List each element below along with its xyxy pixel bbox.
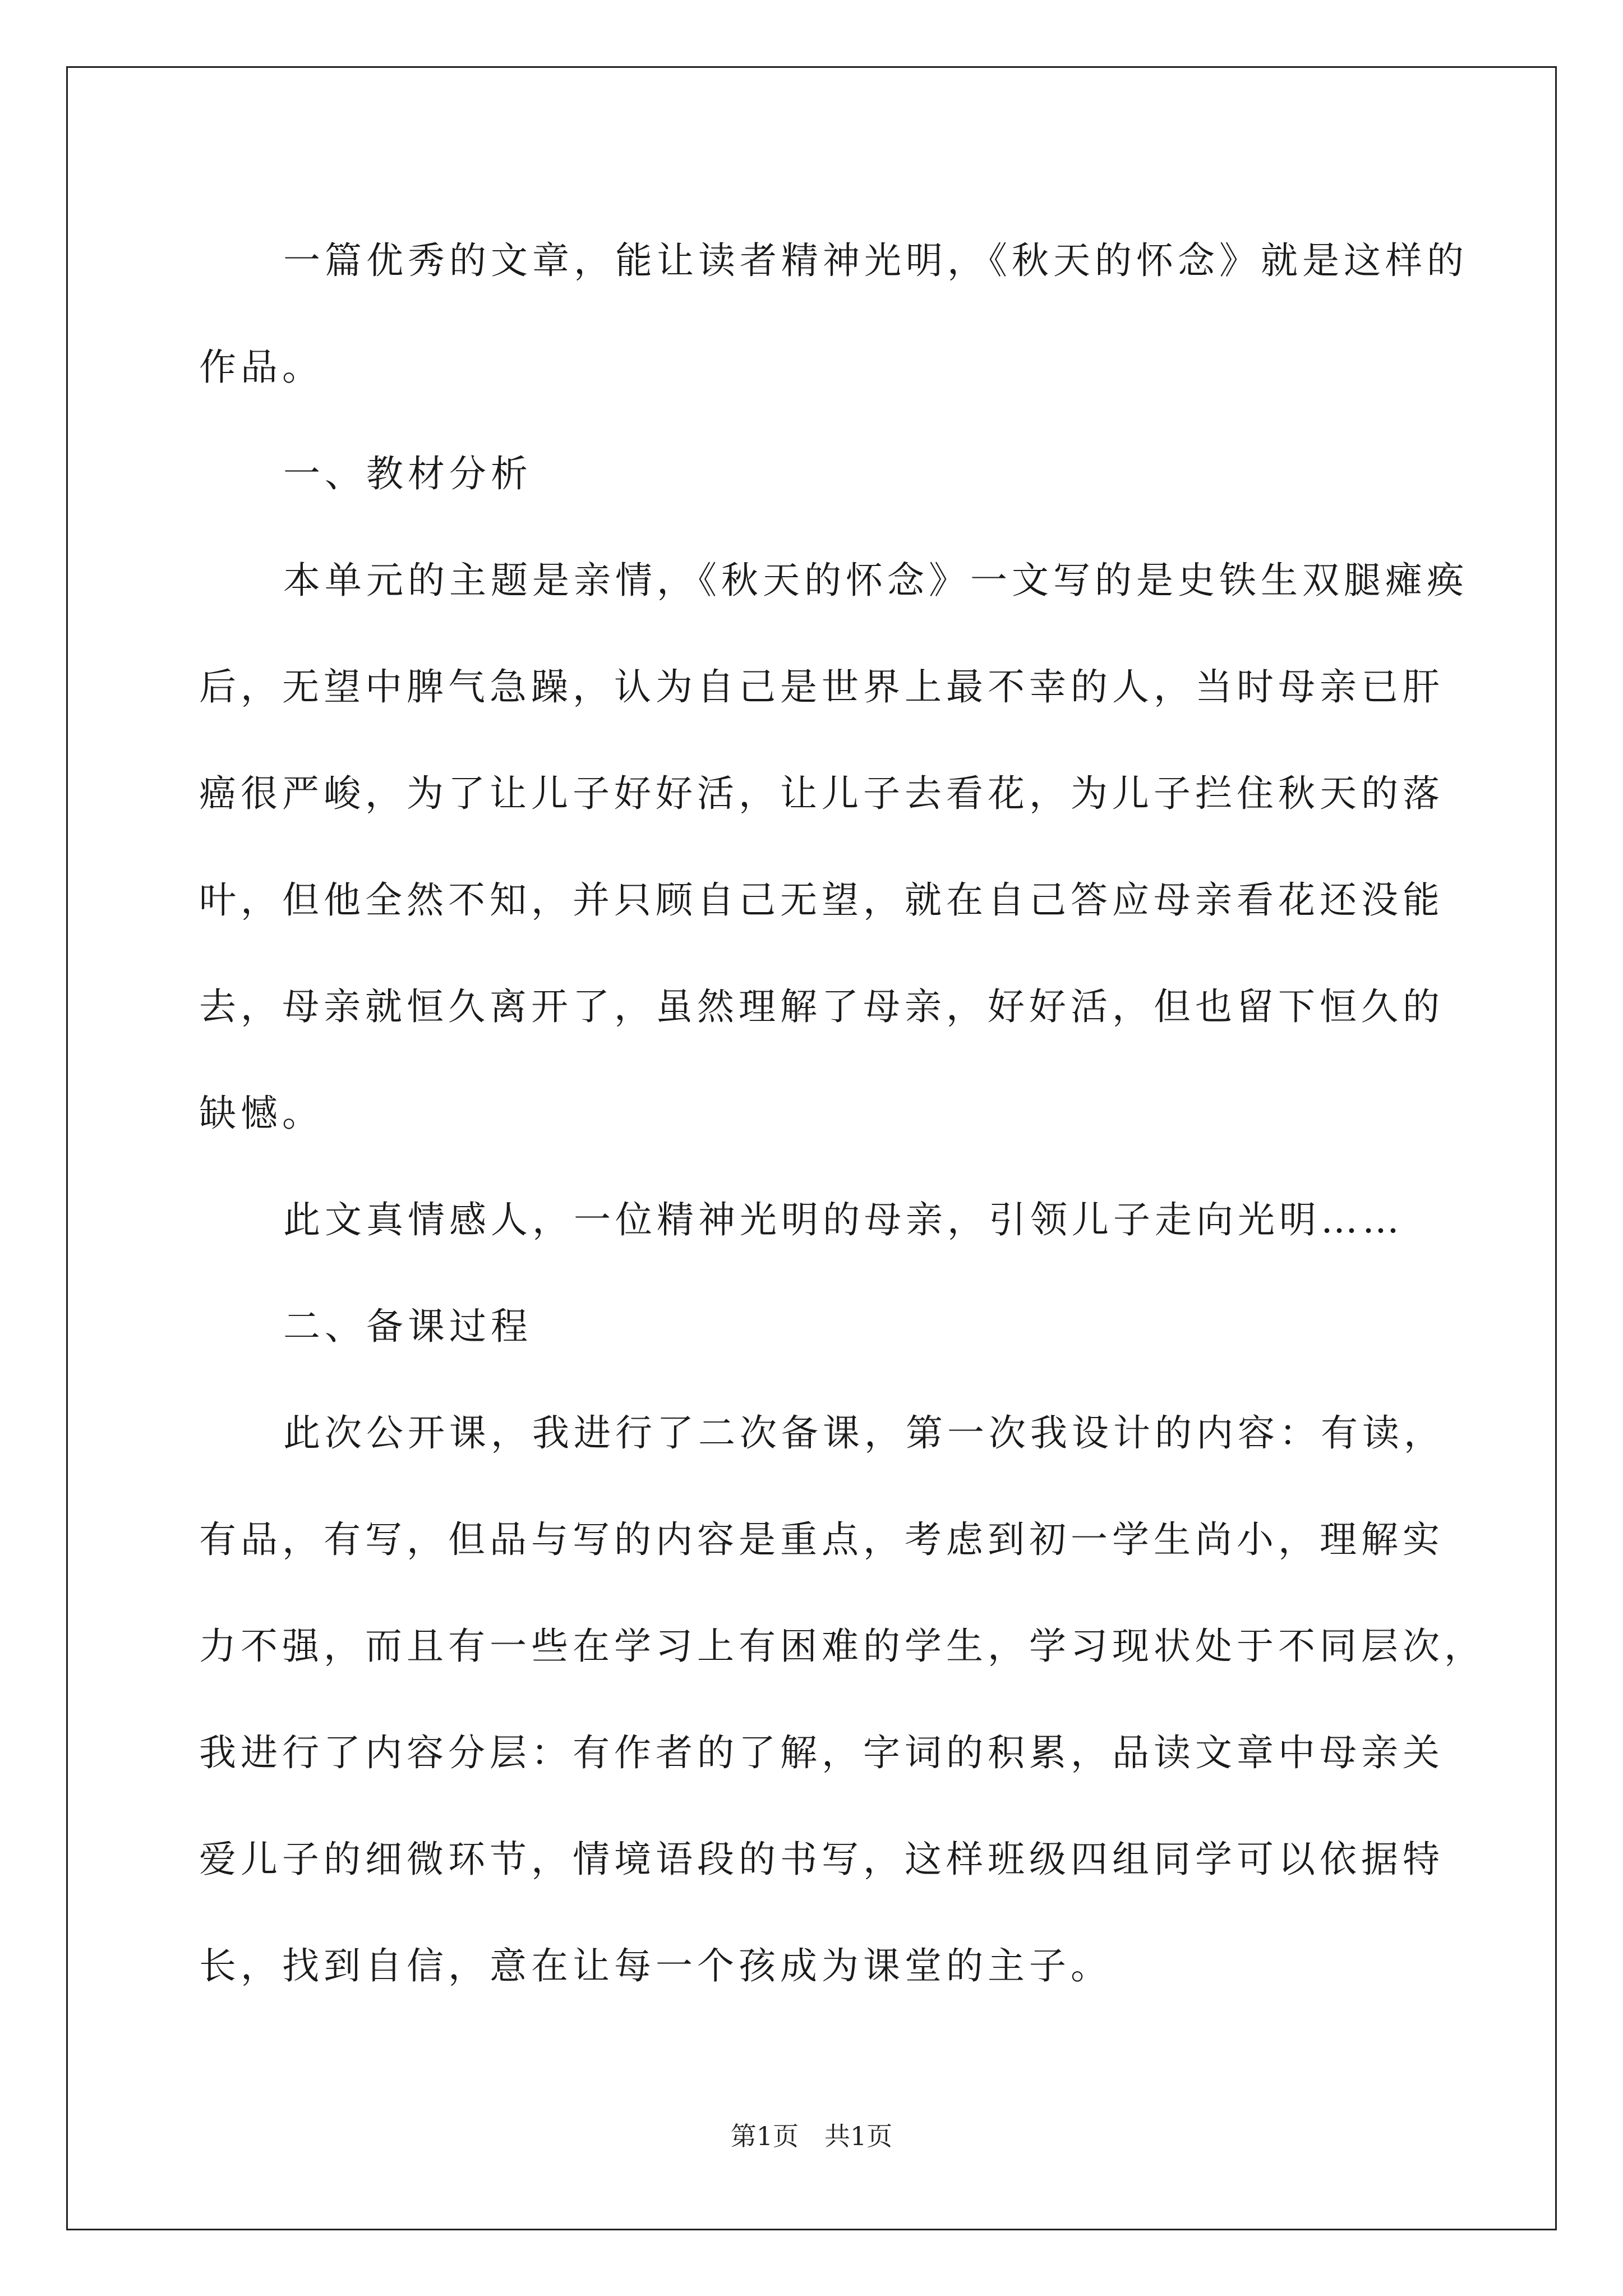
paragraph — [199, 1167, 1433, 1273]
page-footer — [0, 2119, 1623, 2153]
text-line: 去，母亲就恒久离开了，虽然理解了母亲，好好活，但也留下恒久的 — [199, 985, 1444, 1028]
text-line: 本单元的主题是亲情，《秋天的怀念》一文写的是史铁生双腿瘫痪 — [283, 559, 1468, 602]
text-line: 癌很严峻，为了让儿子好好活，让儿子去看花，为儿子拦住秋天的落 — [199, 772, 1444, 815]
text-line: 一篇优秀的文章，能让读者精神光明，《秋天的怀念》就是这样的 — [283, 239, 1468, 282]
paragraph — [199, 527, 1468, 1167]
heading-text: 二、备课过程 — [283, 1305, 532, 1348]
paragraph — [199, 208, 1468, 421]
heading-text: 一、教材分析 — [283, 452, 532, 495]
document-body — [199, 208, 1486, 2019]
page-number: 第1页 共1页 — [730, 2121, 893, 2151]
text-line: 此次公开课，我进行了二次备课，第一次我设计的内容：有读， — [283, 1411, 1445, 1455]
section-heading — [199, 421, 1433, 527]
text-line: 力不强，而且有一些在学习上有困难的学生，学习现状处于不同层次， — [199, 1625, 1486, 1668]
text-line: 长，找到自信，意在让每一个孩成为课堂的主子。 — [199, 1944, 1112, 1987]
text-line: 叶，但他全然不知，并只顾自己无望，就在自己答应母亲看花还没能 — [199, 878, 1444, 922]
text-line: 此文真情感人，一位精神光明的母亲，引领儿子走向光明…… — [283, 1198, 1404, 1241]
text-line: 有品，有写，但品与写的内容是重点，考虑到初一学生尚小，理解实 — [199, 1518, 1444, 1561]
text-line: 我进行了内容分层：有作者的了解，字词的积累，品读文章中母亲关 — [199, 1731, 1444, 1774]
text-line: 作品。 — [199, 346, 324, 389]
paragraph — [199, 1380, 1486, 2019]
text-line: 缺憾。 — [199, 1092, 324, 1135]
section-heading — [199, 1273, 1433, 1380]
text-line: 爱儿子的细微环节，情境语段的书写，这样班级四组同学可以依据特 — [199, 1838, 1444, 1881]
text-line: 后，无望中脾气急躁，认为自己是世界上最不幸的人，当时母亲已肝 — [199, 665, 1444, 708]
